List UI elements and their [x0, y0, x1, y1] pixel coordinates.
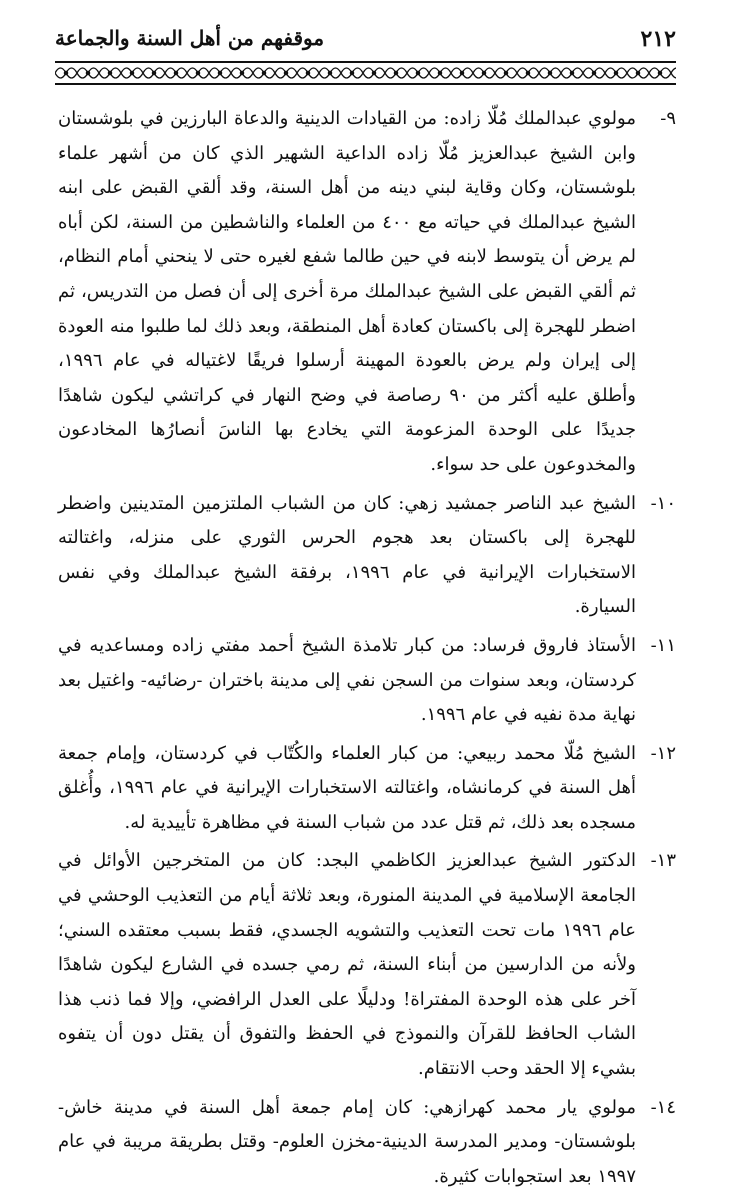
entry-number: ١٤- [650, 1096, 676, 1118]
entry-11 [58, 629, 676, 733]
entry-9 [58, 102, 676, 483]
entry-text: مولوي يار محمد كهرازهي: كان إمام جمعة أهل السنة في مدينة خاش-بلوشستان- ومدير المدرسة الدينية-مخزن العلوم- وقتل بطريقة مريبة في عام ١٩٩٧ بعد استجوابات كثيرة. [58, 1096, 636, 1187]
entry-number: ١٢- [650, 742, 676, 764]
entry-text: الشيخ عبد الناصر جمشيد زهي: كان من الشباب الملتزمين المتدينين واضطر للهجرة إلى باكستان بعد هجوم الحرس الثوري على منزله، واغتالته الاستخبارات الإيرانية في عام ١٩٩٦، برفقة الشيخ عبدالملك وفي نفس السيارة. [58, 492, 636, 618]
entry-number: ١١- [650, 634, 676, 656]
entry-text: الدكتور الشيخ عبدالعزيز الكاظمي البجد: كان من المتخرجين الأوائل في الجامعة الإسلامية في المدينة المنورة، وبعد ثلاثة أيام من التعذيب الوحشي في عام ١٩٩٦ مات تحت التعذيب والتشويه الجسدي، فقط بسبب معتقده السني؛ ولأنه من الدارسين من أبناء السنة، ثم رمي جسده في الشارع ليكون شاهدًا آخر على هذه الوحدة المفتراة! ودليلًا على العدل الرافضي، وإلا فما ذنب هذا الشاب الحافظ للقرآن والنموذج في الحفظ والتفوق أن يقتل دون أن يتفوه بشيء إلا الحقد وحب الانتقام. [58, 850, 636, 1080]
running-title: موقفهم من أهل السنة والجماعة [55, 26, 325, 50]
entry-text: الأستاذ فاروق فرساد: من كبار تلامذة الشيخ أحمد مفتي زاده ومساعديه في كردستان، وبعد سنوات من السجن نفي إلى مدينة باختران -رضائيه- واغتيل بعد نهاية مدة نفيه في عام ١٩٩٦. [58, 634, 636, 726]
entry-13 [58, 844, 676, 1086]
page-header [55, 26, 676, 56]
entry-12 [58, 737, 676, 841]
entry-number: ٩- [660, 108, 676, 129]
entry-number: ١٣- [650, 850, 676, 872]
entry-text: مولوي عبدالملك مُلّا زاده: من القيادات الدينية والدعاة البارزين في بلوشستان وابن الشيخ عبدالعزيز مُلّا زاده الداعية الشهير الذي كان من أشهر علماء بلوشستان، وكان وقاية لبني دينه من أهل السنة، وقد ألقي القبض على ابنه الشيخ عبدالملك في حياته مع ٤٠٠ من العلماء والناشطين من السنة، لكن أباه لم يرض أن يتوسط لابنه في حين طالما شفع لغيره حتى لا ينحني أمام النظام، ثم ألقي القبض على الشيخ عبدالملك مرة أخرى إلى أن فصل من التدريس، ثم اضطر للهجرة إلى باكستان كعادة أهل المنطقة، وبعد ذلك لما طلبوا منه العودة إلى إيران ولم يرض بالعودة المهينة أرسلوا فريقًا لاغتياله في عام ١٩٩٦، وأطلق عليه أكثر من ٩٠ رصاصة في وضح النهار في كراتشي ليكون شاهدًا جديدًا على الوحدة المزعومة التي يخادع بها الناسَ أنصارُها المخادعون والمخدوعون على حد سواء. [58, 108, 637, 475]
entry-10 [58, 487, 676, 625]
page-number: ٢١٢ [640, 26, 676, 52]
entry-text: الشيخ مُلّا محمد ربيعي: من كبار العلماء والكُتّاب في كردستان، وإمام جمعة أهل السنة في كرمانشاه، واغتالته الاستخبارات الإيرانية في عام ١٩٩٦، وأُغلق مسجده بعد ذلك، ثم قتل عدد من شباب السنة في مظاهرة تأييدية له. [58, 742, 637, 833]
page-body [58, 102, 676, 1198]
decorative-border-ornament [55, 60, 676, 86]
entry-14 [58, 1091, 676, 1195]
entry-number: ١٠- [650, 492, 676, 514]
